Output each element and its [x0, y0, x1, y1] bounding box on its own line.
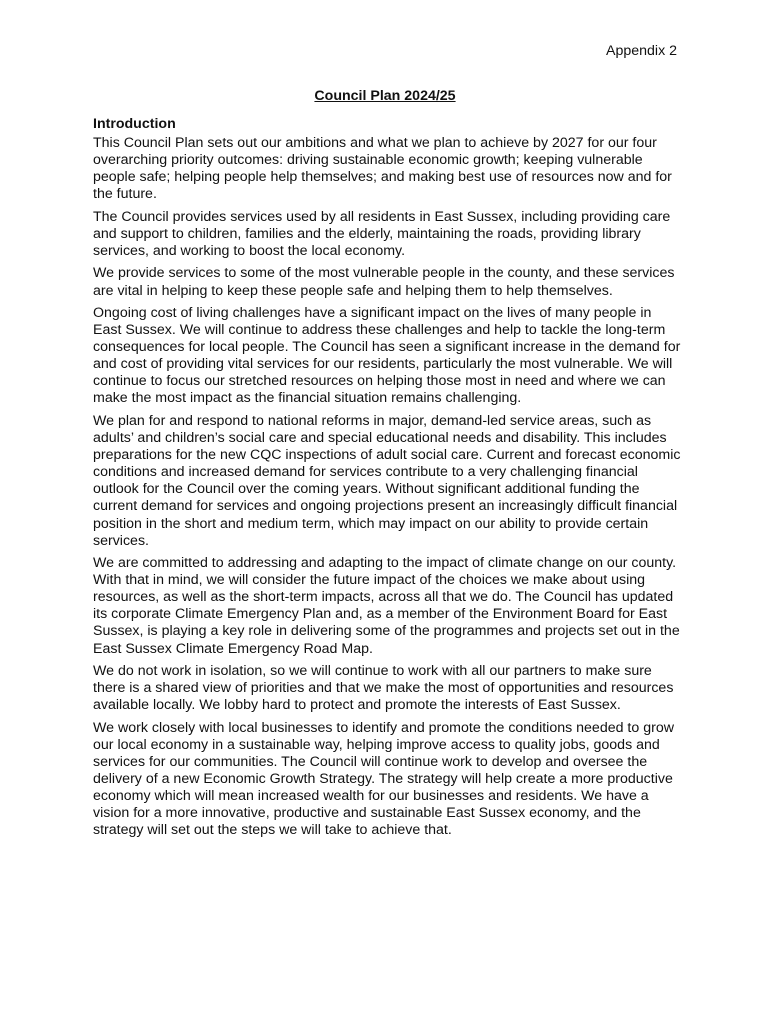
section-heading: Introduction	[93, 116, 176, 132]
appendix-label: Appendix 2	[606, 43, 677, 59]
paragraph: We do not work in isolation, so we will continue to work with all our partners to make sure there is a shared view of priorities and that we make the most of opportunities and resources available locally. We lobby hard to protect and promote the interests of East Sussex.	[93, 663, 674, 714]
paragraph: We work closely with local businesses to identify and promote the conditions needed to grow our local economy in a sustainable way, helping improve access to quality jobs, goods and services for our communities. The Council will continue work to develop and oversee the delivery of a new Economic Growth Strategy. The strategy will help create a more productive economy which will mean increased wealth for our businesses and residents. We have a vision for a more innovative, productive and sustainable East Sussex economy, and the strategy will set out the steps we will take to achieve that.	[93, 719, 674, 839]
paragraph: Ongoing cost of living challenges have a significant impact on the lives of many people in East Sussex. We will continue to address these challenges and help to tackle the long-term consequences for local people. The Council has seen a significant increase in the demand for and cost of providing vital services for our residents, particularly the most vulnerable. We will continue to focus our stretched resources on helping those most in need and where we can make the most impact as the financial situation remains challenging.	[93, 305, 681, 407]
page-title: Council Plan 2024/25	[314, 88, 456, 104]
paragraph: We provide services to some of the most vulnerable people in the county, and these services are vital in helping to keep these people safe and helping them to help themselves.	[93, 265, 675, 299]
document-body	[93, 116, 683, 845]
paragraph: We plan for and respond to national reforms in major, demand-led service areas, such as adults’ and children’s social care and special educational needs and disability. This includes preparations for the new CQC inspections of adult social care. Current and forecast economic conditions and increased demand for services contribute to a very challenging financial outlook for the Council over the coming years. Without significant additional funding the current demand for services and ongoing projections present an increasingly difficult financial position in the short and medium term, which may impact on our ability to provide certain services.	[93, 412, 681, 549]
paragraph: The Council provides services used by all residents in East Sussex, including providing care and support to children, families and the elderly, maintaining the roads, providing library services, and working to boost the local economy.	[93, 208, 671, 259]
paragraph: This Council Plan sets out our ambitions and what we plan to achieve by 2027 for our four overarching priority outcomes: driving sustainable economic growth; keeping vulnerable people safe; helping people help themselves; and making best use of resources now and for the future.	[93, 135, 672, 203]
paragraph: We are committed to addressing and adapting to the impact of climate change on our county. With that in mind, we will consider the future impact of the choices we make about using resources, as well as the short-term impacts, across all that we do. The Council has updated its corporate Climate Emergency Plan and, as a member of the Environment Board for East Sussex, is playing a key role in delivering some of the programmes and projects set out in the East Sussex Climate Emergency Road Map.	[93, 555, 680, 657]
